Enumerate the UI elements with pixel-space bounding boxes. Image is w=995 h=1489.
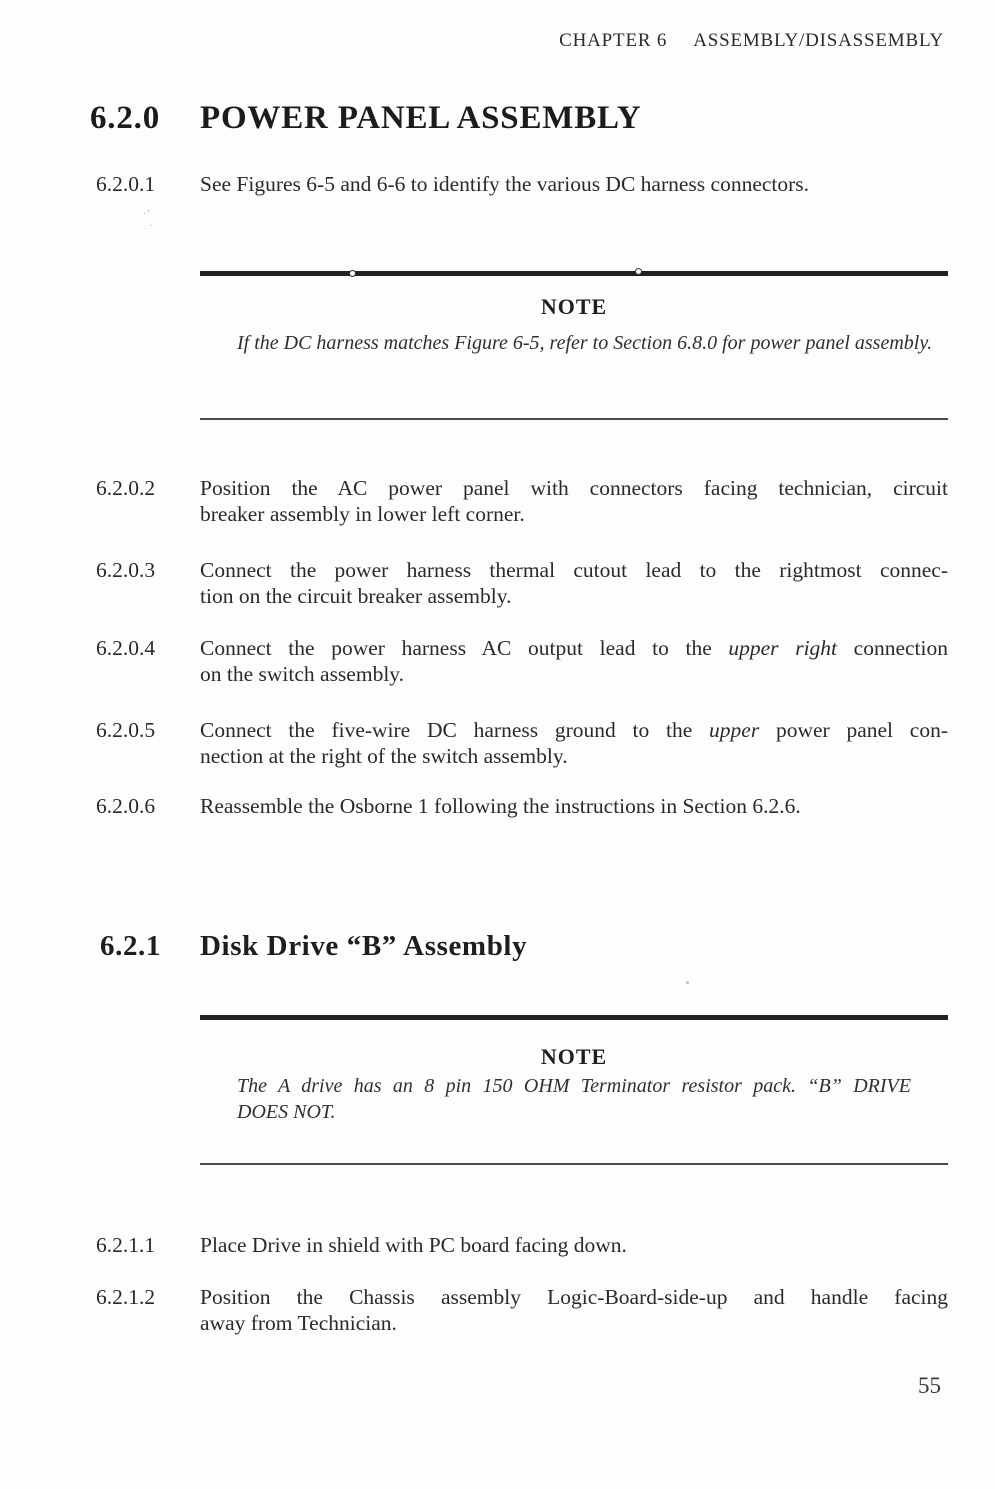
chapter-label: CHAPTER 6	[559, 30, 668, 51]
step-line: Position the AC power panel with connectors facing technician, circuit	[200, 476, 948, 500]
note-rule-top	[200, 1015, 948, 1020]
page-number: 55	[918, 1373, 941, 1398]
section-title-drive	[100, 930, 960, 963]
step-line: See Figures 6-5 and 6-6 to identify the various DC harness connectors.	[200, 172, 810, 196]
note-rule-top	[200, 271, 948, 276]
step-text-segment: connection	[837, 636, 948, 660]
step-line: away from Technician.	[200, 1311, 397, 1335]
note-text: The A drive has an 8 pin 150 OHM Terminator resistor pack. “B” DRIVE	[237, 1075, 911, 1097]
step-text	[200, 475, 948, 527]
step-item	[96, 171, 948, 197]
step-text-emphasis: upper right	[728, 636, 838, 660]
note-label: NOTE	[540, 1044, 608, 1069]
note-label: NOTE	[540, 294, 608, 319]
step-number: 6.2.1.2	[96, 1285, 156, 1309]
step-line: Connect the power harness thermal cutout lead to the rightmost connec-	[200, 558, 948, 582]
step-line	[200, 717, 948, 743]
scan-artifact	[686, 981, 689, 984]
step-line: on the switch assembly.	[200, 662, 405, 686]
step-text	[200, 635, 948, 687]
step-item	[96, 1232, 948, 1258]
step-line: nection at the right of the switch assembly.	[200, 744, 568, 768]
note-rule-bottom	[200, 418, 948, 420]
step-text-segment: power panel con-	[759, 718, 948, 742]
step-text-segment: Connect the five-wire DC harness ground to the	[200, 718, 710, 742]
step-number: 6.2.0.1	[96, 172, 156, 196]
step-line: Place Drive in shield with PC board facing down.	[200, 1233, 627, 1257]
step-number: 6.2.0.4	[96, 636, 156, 660]
step-number: 6.2.0.3	[96, 558, 156, 582]
step-number: 6.2.0.2	[96, 476, 156, 500]
chapter-title: ASSEMBLY/DISASSEMBLY	[693, 30, 944, 51]
step-item	[96, 557, 948, 609]
step-text	[200, 717, 948, 769]
scan-artifact	[635, 268, 642, 275]
section-number: 6.2.0	[90, 100, 160, 136]
step-text	[200, 557, 948, 609]
step-text-emphasis: upper	[709, 718, 760, 742]
section-number: 6.2.1	[100, 930, 161, 962]
page-header	[559, 30, 944, 52]
scan-artifact	[349, 270, 356, 277]
step-line: Position the Chassis assembly Logic-Board-side-up and handle facing	[200, 1285, 948, 1309]
scan-artifact: ·	[149, 220, 153, 232]
step-item	[96, 1284, 948, 1336]
step-line: breaker assembly in lower left corner.	[200, 502, 525, 526]
section-title-text: POWER PANEL ASSEMBLY	[200, 100, 642, 136]
note-text: DOES NOT.	[237, 1101, 336, 1123]
step-item	[96, 793, 948, 819]
step-text-segment: Connect the power harness AC output lead to the	[200, 636, 729, 660]
section-title-text: Disk Drive “B” Assembly	[200, 930, 528, 962]
step-text	[200, 171, 948, 197]
note-rule-bottom	[200, 1163, 948, 1165]
step-line: tion on the circuit breaker assembly.	[200, 584, 512, 608]
step-number: 6.2.0.5	[96, 718, 156, 742]
note-text: If the DC harness matches Figure 6-5, refer to Section 6.8.0 for power panel assembly.	[237, 332, 933, 354]
step-text	[200, 1232, 948, 1258]
step-number: 6.2.1.1	[96, 1233, 156, 1257]
section-title-power	[90, 100, 950, 137]
step-item	[96, 717, 948, 769]
step-item	[96, 475, 948, 527]
scan-artifact: ·’	[143, 208, 151, 220]
step-number: 6.2.0.6	[96, 794, 156, 818]
step-item	[96, 635, 948, 687]
step-line	[200, 635, 948, 661]
step-text	[200, 793, 948, 819]
step-line: Reassemble the Osborne 1 following the instructions in Section 6.2.6.	[200, 794, 801, 818]
step-text	[200, 1284, 948, 1336]
